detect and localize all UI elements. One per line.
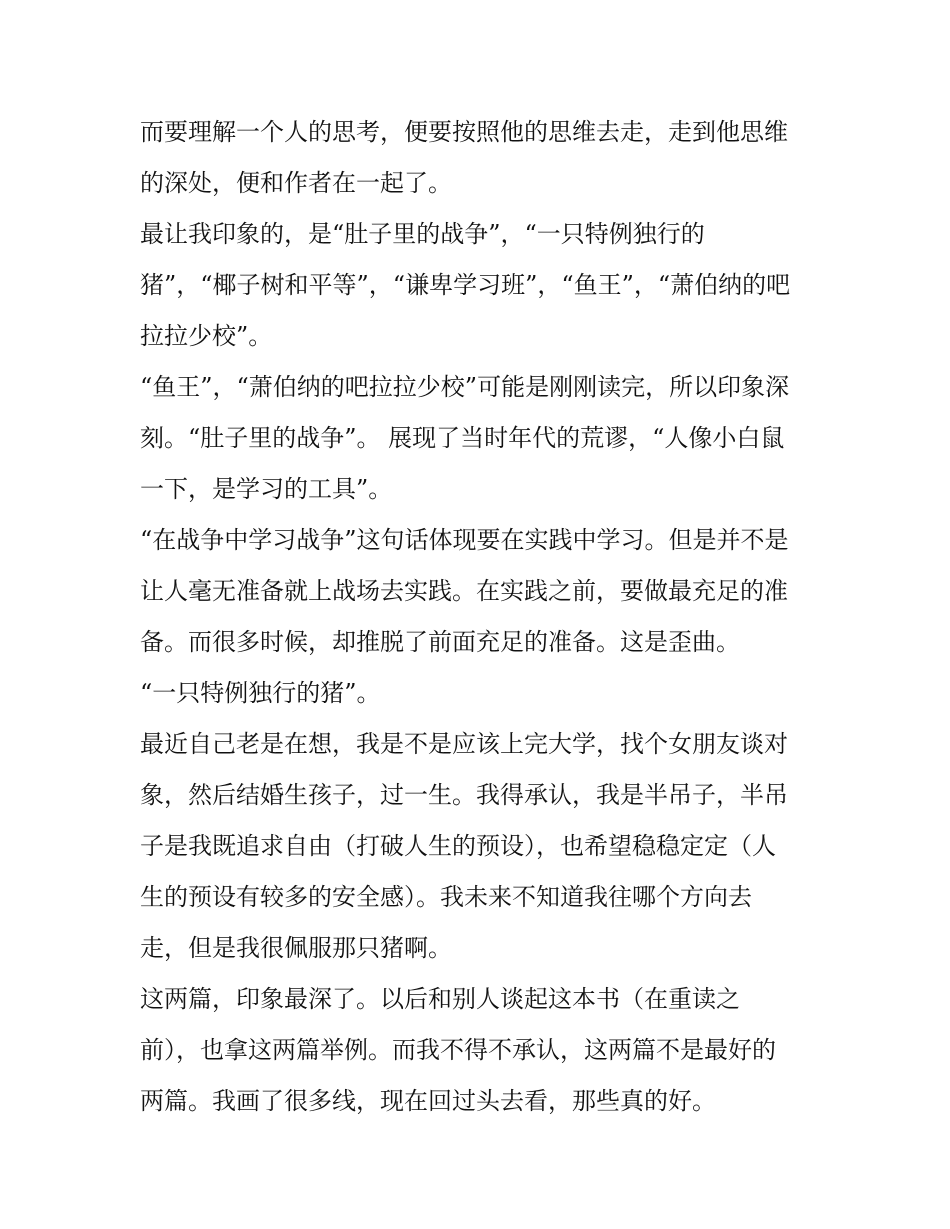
text-line: 生的预设有较多的安全感）。我未来不知道我往哪个方向去 bbox=[140, 883, 752, 911]
text-line: 拉拉少校”。 bbox=[140, 322, 273, 350]
text-line: 的深处，便和作者在一起了。 bbox=[140, 169, 452, 197]
text-line: 让人毫无准备就上战场去实践。在实践之前，要做最充足的准 bbox=[140, 577, 788, 605]
text-line: 最近自己老是在想，我是不是应该上完大学，找个女朋友谈对 bbox=[140, 730, 788, 758]
text-line: “鱼王”，“萧伯纳的吧拉拉少校”可能是刚刚读完，所以印象深 bbox=[140, 373, 790, 401]
text-line: 刻。“肚子里的战争”。 展现了当时年代的荒谬，“人像小白鼠 bbox=[140, 424, 785, 452]
body-text bbox=[140, 107, 830, 1127]
text-line: “在战争中学习战争”这句话体现要在实践中学习。但是并不是 bbox=[140, 526, 789, 554]
text-line: 猪”，“椰子树和平等”，“谦卑学习班”，“鱼王”，“萧伯纳的吧 bbox=[140, 271, 791, 299]
text-line: 走，但是我很佩服那只猪啊。 bbox=[140, 934, 452, 962]
text-line: 这两篇，印象最深了。以后和别人谈起这本书（在重读之 bbox=[140, 985, 740, 1013]
text-line: 象，然后结婚生孩子，过一生。我得承认，我是半吊子，半吊 bbox=[140, 781, 788, 809]
text-line: 一下，是学习的工具”。 bbox=[140, 475, 393, 503]
text-line: 子是我既追求自由（打破人生的预设），也希望稳稳定定（人 bbox=[140, 832, 776, 860]
text-line: 而要理解一个人的思考，便要按照他的思维去走，走到他思维 bbox=[140, 118, 788, 146]
text-line: 前），也拿这两篇举例。而我不得不承认，这两篇不是最好的 bbox=[140, 1036, 776, 1064]
text-line: 备。而很多时候，却推脱了前面充足的准备。这是歪曲。 bbox=[140, 628, 740, 656]
text-line: “一只特例独行的猪”。 bbox=[140, 679, 381, 707]
text-line: 两篇。我画了很多线，现在回过头去看，那些真的好。 bbox=[140, 1087, 716, 1115]
text-line: 最让我印象的，是“肚子里的战争”，“一只特例独行的 bbox=[140, 220, 705, 248]
